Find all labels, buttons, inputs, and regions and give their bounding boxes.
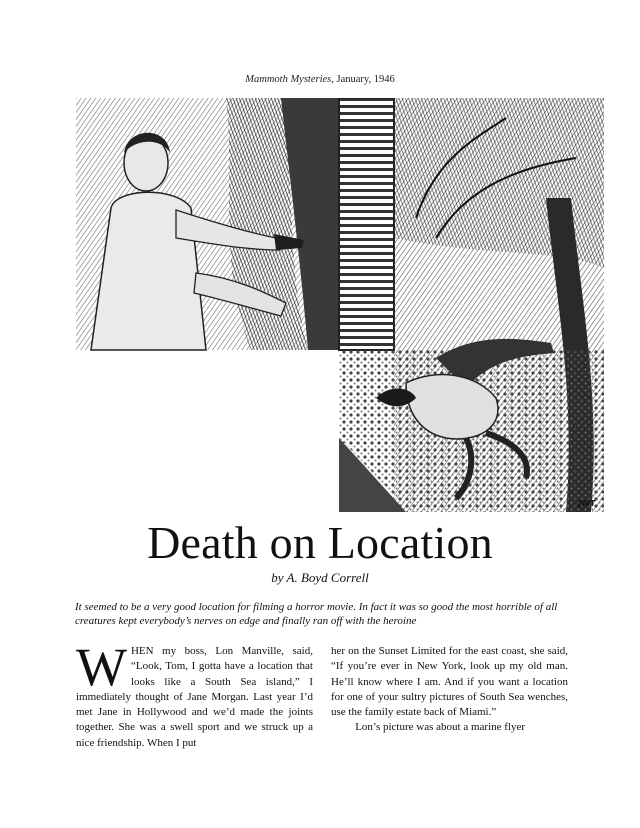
opening-text: HEN my boss, Lon Manville, said, “Look, Tom, I gotta have a location that looks like a South Sea island,” I immediately thought of Jane Morgan. Last year I’d met Jane in Hollywood and we’d made the joints together. She was a swell sport and we struck up a nice friendship. When I put: [76, 645, 313, 749]
opening-paragraph: [76, 637, 313, 751]
drop-cap: W: [76, 637, 127, 697]
article-title: Death on Location: [147, 517, 493, 568]
garden-ground: [339, 339, 604, 512]
window-shutter: [339, 98, 394, 350]
artist-signature: JWT: [578, 499, 596, 508]
body-column-right: [331, 644, 568, 736]
byline: by A. Boyd Correll: [271, 570, 369, 585]
man-with-gun-scene: [76, 98, 339, 350]
magazine-name: Mammoth Mysteries: [245, 74, 332, 85]
paragraph-next: Lon’s picture was about a marine flyer: [355, 721, 526, 734]
issue-date: , January, 1946: [331, 74, 395, 85]
story-illustration: [76, 98, 604, 512]
running-header: [0, 74, 640, 85]
body-column-left: [76, 637, 313, 751]
teaser-blurb: It seemed to be a very good location for filming a horror movie. In fact it was so good the most horrible of all creatures kept everybody’s nerves on edge and finally ran off with the heroine: [75, 601, 558, 627]
paragraph-continued: her on the Sunset Limited for the east coast, she said, “If you’re ever in New York, look up my old man. He’ll know where I am. And if you want a location for one of your sultry pictures of South Sea wenches, use the family estate back of Miami.”: [331, 645, 568, 719]
